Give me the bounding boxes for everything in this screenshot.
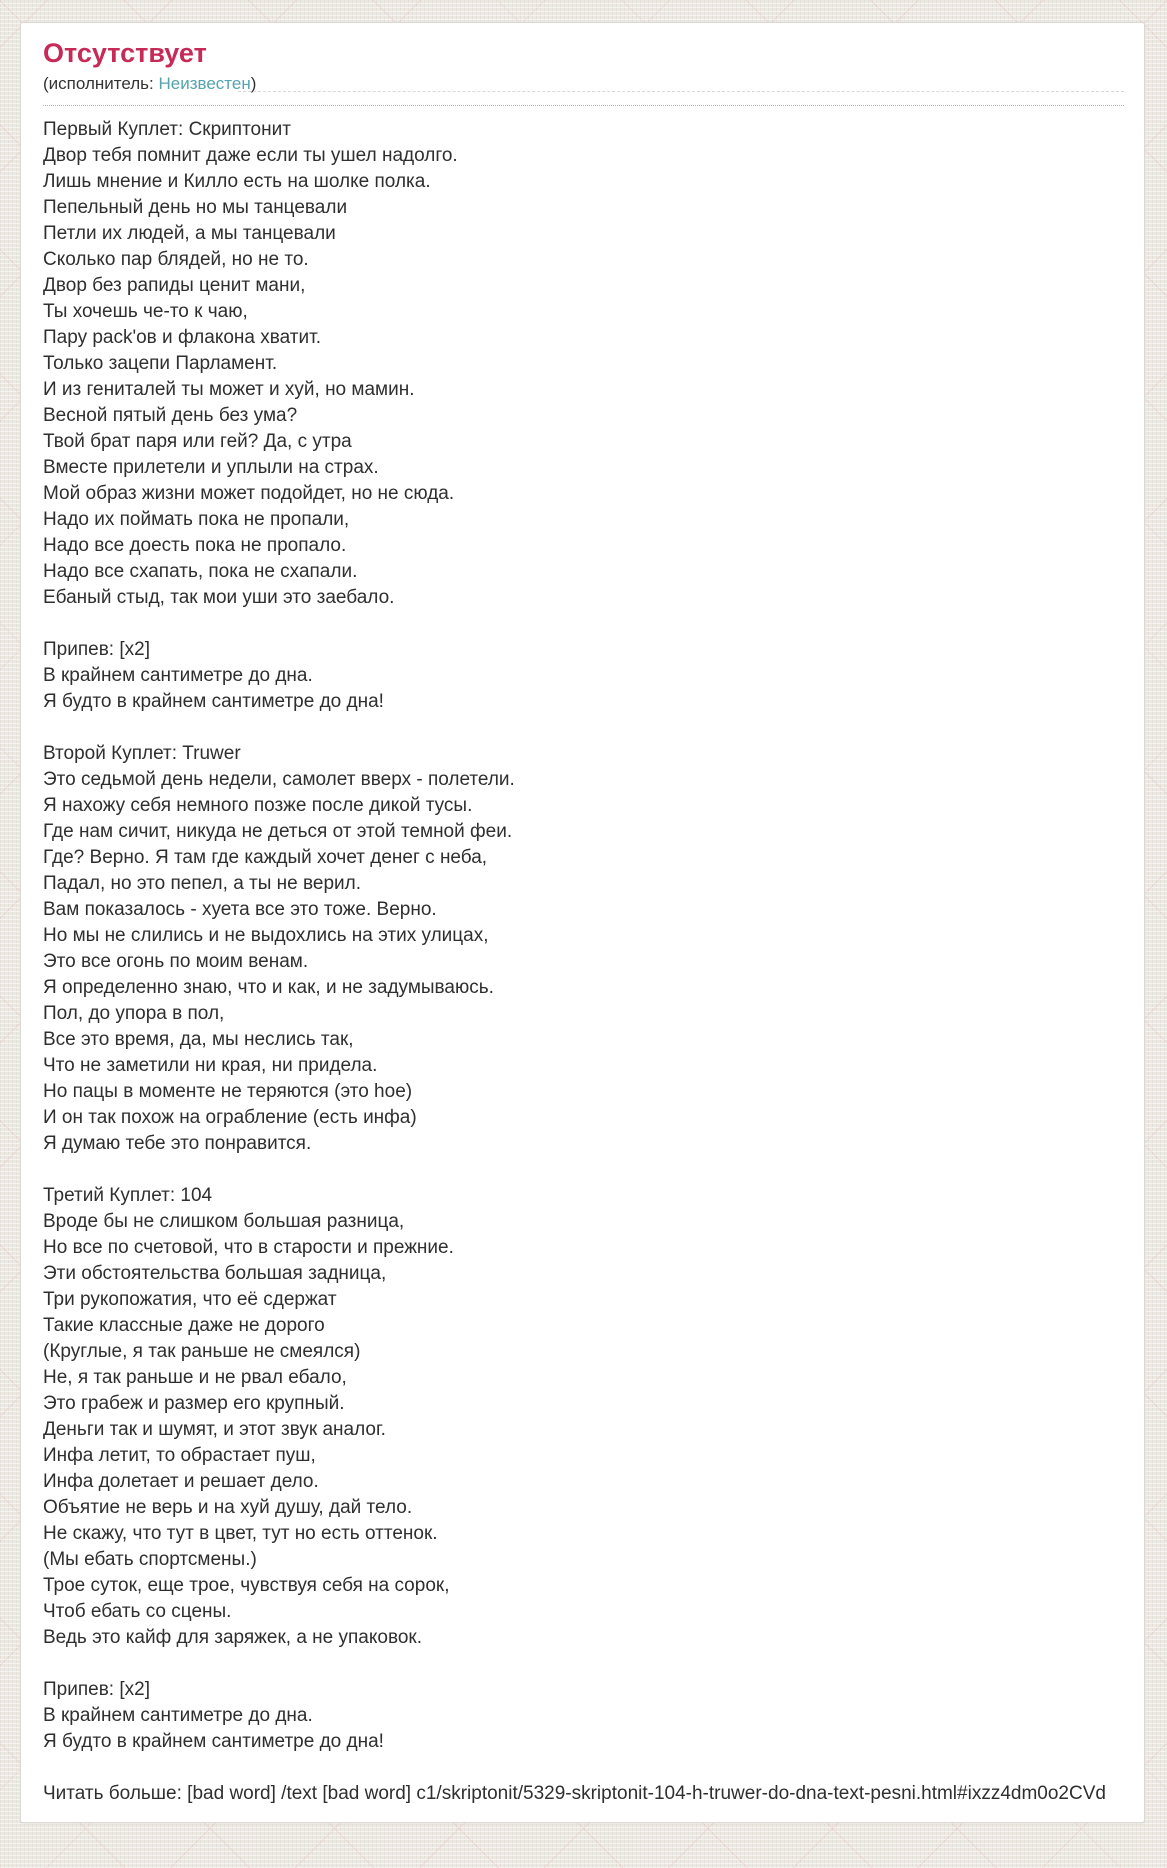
lyric-line: Где? Верно. Я там где каждый хочет денег с неба, [43,847,488,868]
song-title: Отсутствует [43,38,207,68]
stanza [43,117,1124,611]
lyric-line: Вроде бы не слишком большая разница, [43,1211,405,1232]
lyric-line: (Круглые, я так раньше не смеялся) [43,1341,361,1362]
lyric-line: Надо их поймать пока не пропали, [43,509,350,530]
lyric-line: И из гениталей ты может и хуй, но мамин. [43,379,415,400]
lyric-line: Деньги так и шумят, и этот звук аналог. [43,1419,386,1440]
lyric-line: Объятие не верь и на хуй душу, дай тело. [43,1497,413,1518]
lyric-line: Пепельный день но мы танцевали [43,197,348,218]
lyric-line: Но пацы в моменте не теряются (это hoe) [43,1081,413,1102]
lyric-line: В крайнем сантиметре до дна. [43,1705,313,1726]
lyrics-card [20,22,1145,1823]
lyrics [43,117,1124,1755]
artist-line [43,72,1124,96]
lyric-line: (Мы ебать спортсмены.) [43,1549,257,1570]
page-background [0,22,1167,1868]
lyric-line: Эти обстоятельства большая задница, [43,1263,387,1284]
lyric-line: Только зацепи Парламент. [43,353,278,374]
lyric-line: Припев: [x2] [43,639,150,660]
stanza [43,741,1124,1157]
lyric-line: Это седьмой день недели, самолет вверх - полетели. [43,769,515,790]
lyric-line: Такие классные даже не дорого [43,1315,325,1336]
lyric-line: Я нахожу себя немного позже после дикой тусы. [43,795,473,816]
lyric-line: Это все огонь по моим венам. [43,951,309,972]
lyric-line: Чтоб ебать со сцены. [43,1601,232,1622]
lyric-line: Надо все схапать, пока не схапали. [43,561,358,582]
lyric-line: Мой образ жизни может подойдет, но не сюда. [43,483,455,504]
lyric-line: Не, я так раньше и не рвал ебало, [43,1367,347,1388]
lyric-line: Я определенно знаю, что и как, и не задумываюсь. [43,977,494,998]
lyric-line: Двор тебя помнит даже если ты ушел надолго. [43,145,458,166]
lyric-line: Ты хочешь че-то к чаю, [43,301,248,322]
artist-label-prefix: (исполнитель: [43,74,159,93]
lyric-line: Все это время, да, мы неслись так, [43,1029,354,1050]
lyric-line: Я думаю тебе это понравится. [43,1133,312,1154]
lyric-line: Второй Куплет: Truwer [43,743,241,764]
stanza [43,1677,1124,1755]
lyric-line: Я будто в крайнем сантиметре до дна! [43,1731,384,1752]
lyric-line: И он так похож на ограбление (есть инфа) [43,1107,417,1128]
lyric-line: Ебаный стыд, так мои уши это заебало. [43,587,395,608]
lyric-line: Вам показалось - хуета все это тоже. Верно. [43,899,437,920]
read-more-line: Читать больше: [bad word] /text [bad word] c1/skriptonit/5329-skriptonit-104-h-truwer-do-dna-text-pesni.html#ixzz4dm0o2CVd [43,1783,1106,1804]
lyric-line: Третий Куплет: 104 [43,1185,213,1206]
lyric-line: Надо все доесть пока не пропало. [43,535,347,556]
lyric-line: Сколько пар блядей, но не то. [43,249,309,270]
song-header [43,36,1124,106]
header-dashed-trail [238,91,1124,92]
lyric-line: Ведь это кайф для заряжек, а не упаковок. [43,1627,422,1648]
lyric-line: В крайнем сантиметре до дна. [43,665,313,686]
lyric-line: Инфа долетает и решает дело. [43,1471,319,1492]
lyric-line: Двор без рапиды ценит мани, [43,275,306,296]
lyric-line: Я будто в крайнем сантиметре до дна! [43,691,384,712]
lyric-line: Пол, до упора в пол, [43,1003,225,1024]
lyric-line: Но все по счетовой, что в старости и прежние. [43,1237,454,1258]
lyric-line: Падал, но это пепел, а ты не верил. [43,873,362,894]
lyric-line: Но мы не слились и не выдохлись на этих улицах, [43,925,489,946]
stanza [43,1183,1124,1651]
lyric-line: Вместе прилетели и уплыли на страх. [43,457,379,478]
lyric-line: Не скажу, что тут в цвет, тут но есть оттенок. [43,1523,438,1544]
lyric-line: Три рукопожатия, что её сдержат [43,1289,337,1310]
lyric-line: Лишь мнение и Килло есть на шолке полка. [43,171,431,192]
artist-link[interactable]: Неизвестен [158,74,251,93]
lyric-line: Пару pack'ов и флакона хватит. [43,327,321,348]
lyric-line: Это грабеж и размер его крупный. [43,1393,345,1414]
lyric-line: Весной пятый день без ума? [43,405,298,426]
lyric-line: Твой брат паря или гей? Да, с утра [43,431,352,452]
lyric-line: Что не заметили ни края, ни придела. [43,1055,378,1076]
lyric-line: Где нам сичит, никуда не деться от этой темной феи. [43,821,513,842]
artist-label-suffix: ) [250,74,257,93]
lyric-line: Петли их людей, а мы танцевали [43,223,336,244]
lyric-line: Инфа летит, то обрастает пуш, [43,1445,316,1466]
lyric-line: Трое суток, еще трое, чувствуя себя на сорок, [43,1575,450,1596]
lyric-line: Первый Куплет: Скриптонит [43,119,291,140]
lyric-line: Припев: [x2] [43,1679,150,1700]
stanza [43,637,1124,715]
